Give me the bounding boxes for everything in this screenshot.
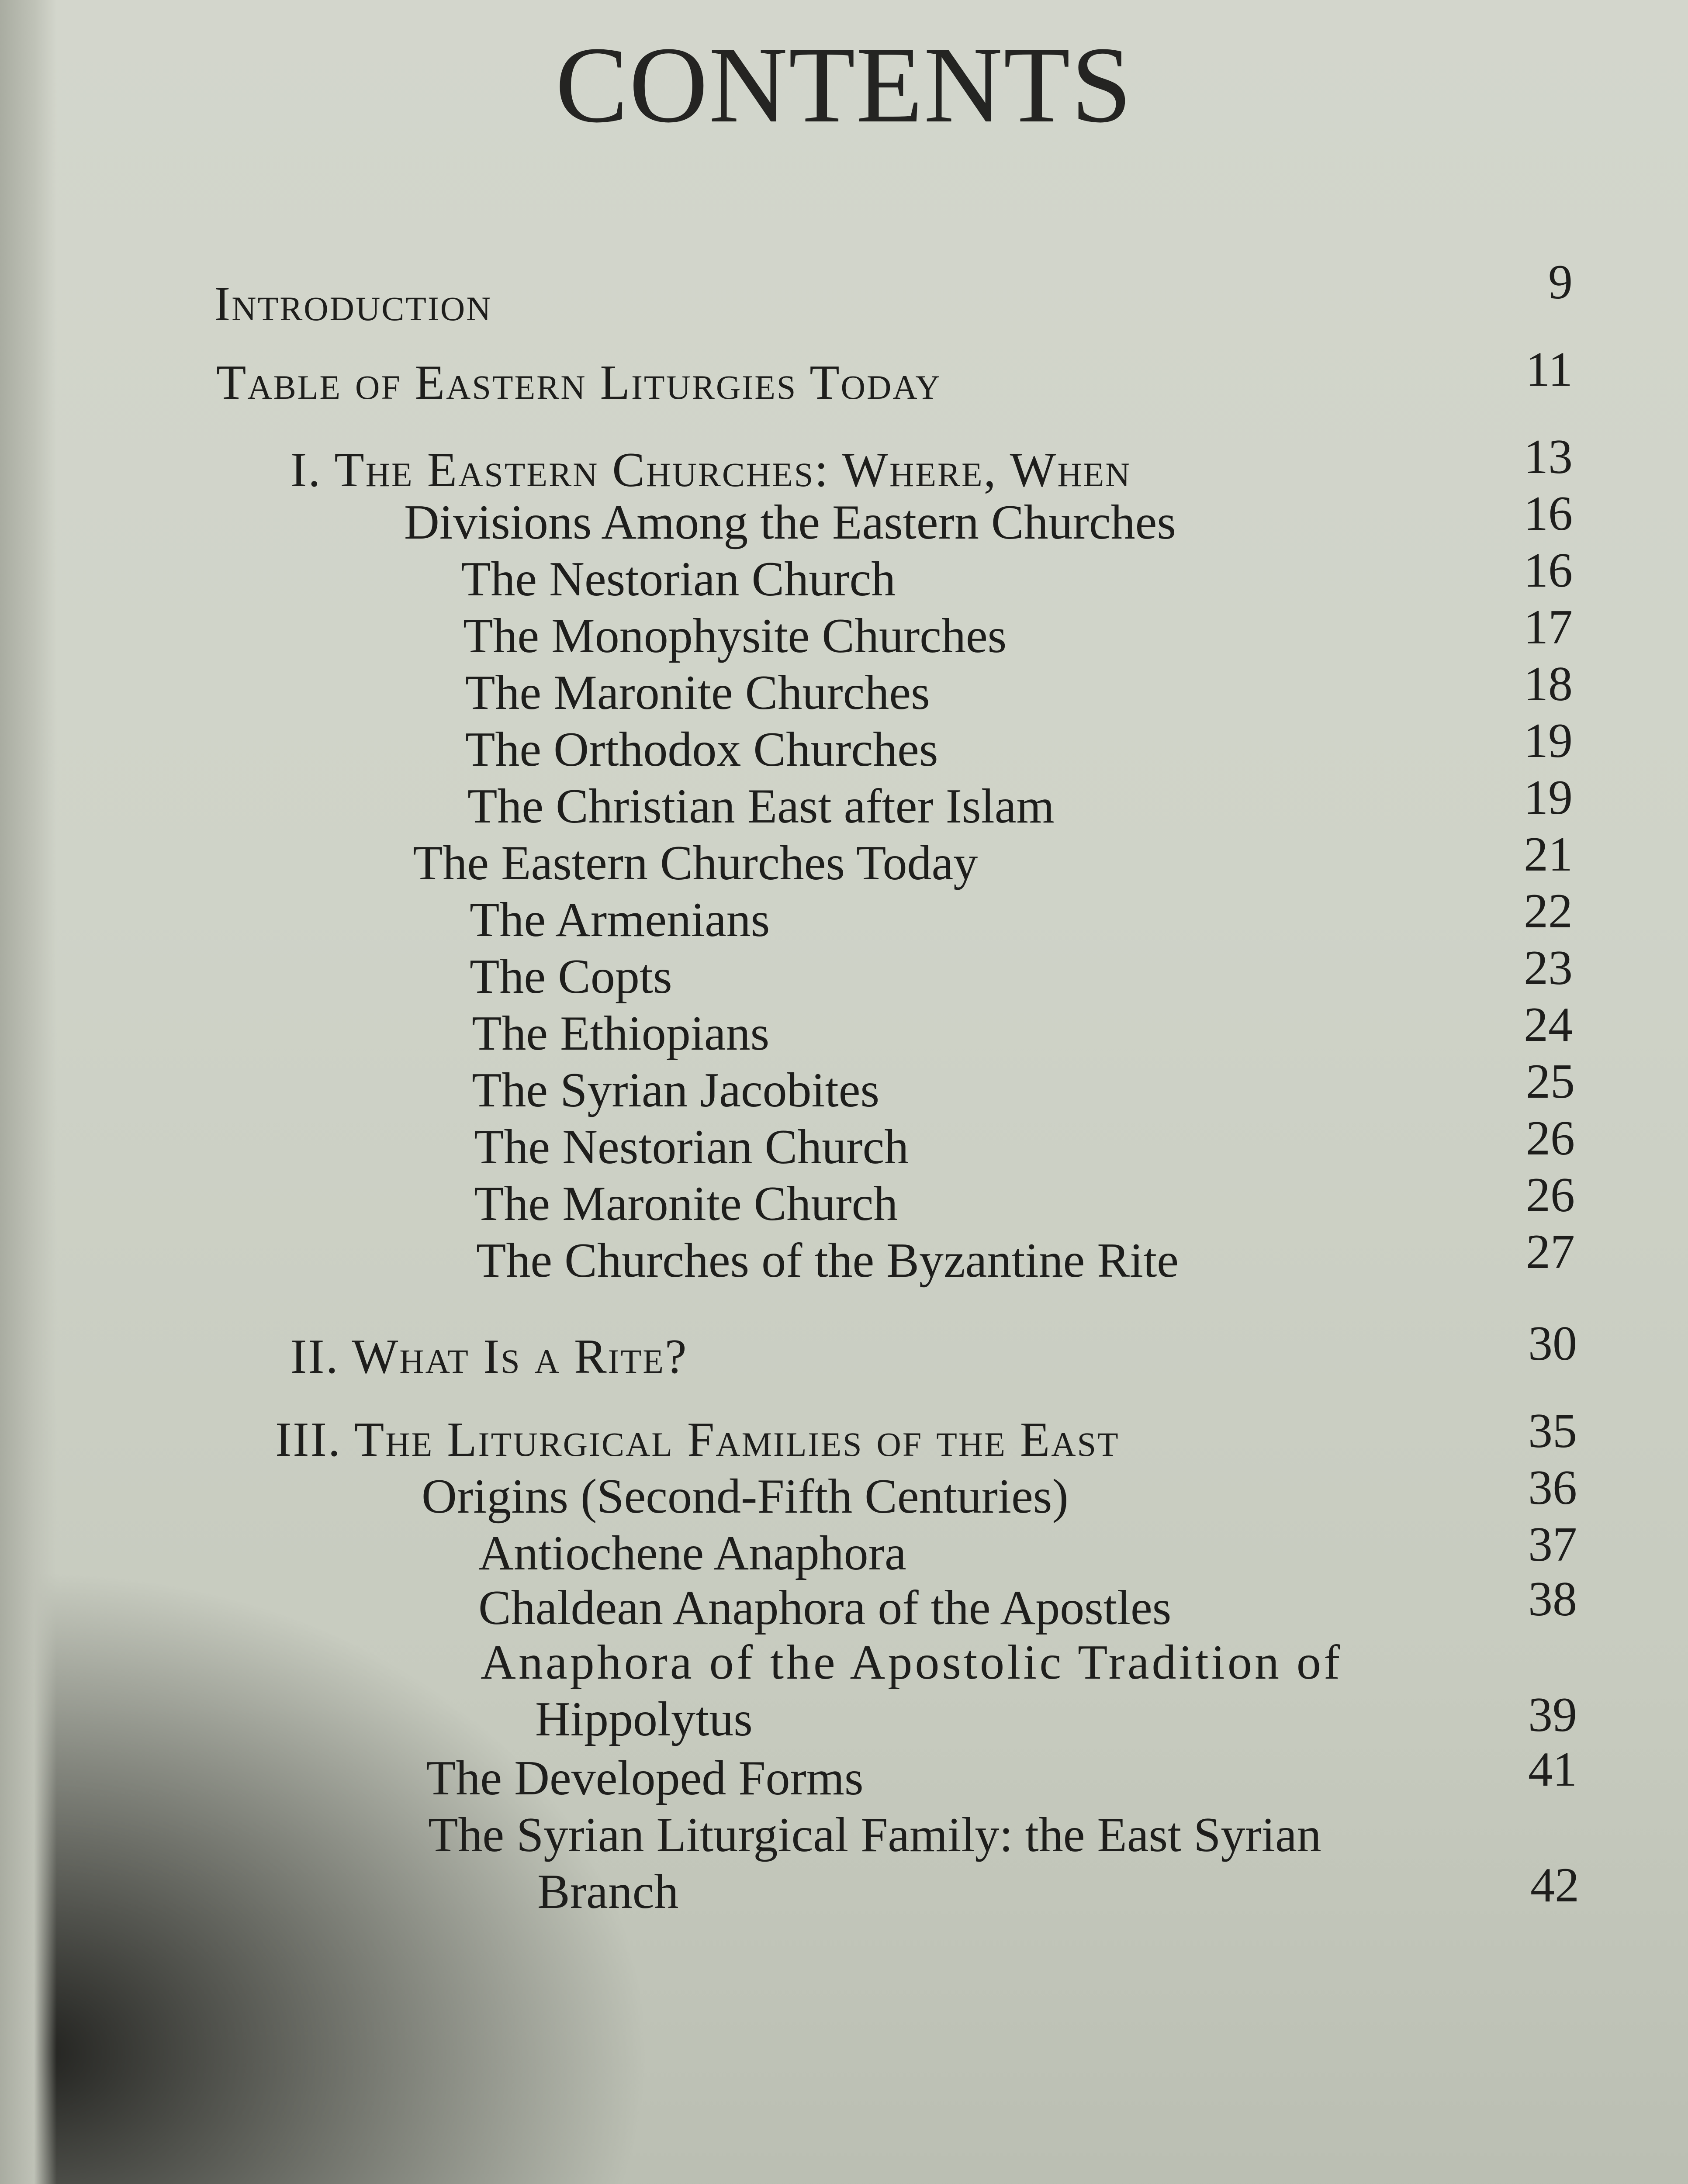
toc-entry-page: 42 xyxy=(1530,1858,1579,1912)
toc-entry-label: Origins (Second-Fifth Centuries) xyxy=(422,1469,1069,1524)
toc-entry-label: The Churches of the Byzantine Rite xyxy=(476,1234,1179,1288)
toc-entry-label: The Monophysite Churches xyxy=(463,609,1007,663)
toc-entry-page: 27 xyxy=(1526,1225,1575,1279)
toc-entry-page: 41 xyxy=(1528,1742,1577,1797)
toc-entry-label: The Developed Forms xyxy=(426,1751,864,1805)
toc-entry-label: III. The Liturgical Families of the East xyxy=(275,1413,1120,1467)
toc-entry-label: The Maronite Churches xyxy=(465,666,930,720)
page-title: CONTENTS xyxy=(555,24,1133,145)
toc-entry-label: Table of Eastern Liturgies Today xyxy=(216,356,941,410)
toc-entry-page: 9 xyxy=(1548,255,1573,309)
toc-entry-page: 24 xyxy=(1524,998,1573,1052)
toc-entry-label: The Armenians xyxy=(470,893,770,947)
toc-entry-label: The Eastern Churches Today xyxy=(413,836,978,890)
toc-entry-page: 26 xyxy=(1526,1168,1575,1222)
toc-entry-label: The Christian East after Islam xyxy=(467,779,1055,833)
toc-entry-page: 23 xyxy=(1524,941,1573,995)
toc-entry-page: 22 xyxy=(1524,884,1573,938)
toc-entry-label: I. The Eastern Churches: Where, When xyxy=(291,443,1131,497)
toc-entry-label: The Ethiopians xyxy=(472,1006,770,1061)
toc-entry-label: Chaldean Anaphora of the Apostles xyxy=(478,1581,1172,1635)
toc-entry-page: 19 xyxy=(1524,714,1573,768)
toc-entry-page: 21 xyxy=(1524,827,1573,881)
toc-entry-page: 39 xyxy=(1528,1688,1577,1742)
toc-entry-label: The Nestorian Church xyxy=(474,1120,909,1174)
toc-entry-page: 17 xyxy=(1524,600,1573,654)
toc-entry-label: The Syrian Jacobites xyxy=(472,1063,880,1117)
toc-entry-page: 25 xyxy=(1526,1054,1575,1109)
toc-entry-page: 35 xyxy=(1528,1404,1577,1458)
toc-entry-page: 26 xyxy=(1526,1111,1575,1165)
toc-entry-page: 16 xyxy=(1524,543,1573,598)
toc-entry-page: 37 xyxy=(1528,1517,1577,1572)
toc-entry-label: II. What Is a Rite? xyxy=(291,1330,688,1384)
toc-entry-label-continued: Hippolytus xyxy=(535,1692,753,1746)
toc-entry-label: Antiochene Anaphora xyxy=(478,1526,906,1580)
toc-entry-label-continued: Branch xyxy=(537,1865,679,1919)
toc-entry-label: The Nestorian Church xyxy=(461,552,896,606)
toc-entry-page: 19 xyxy=(1524,771,1573,825)
toc-entry-page: 30 xyxy=(1528,1317,1577,1371)
toc-entry-page: 13 xyxy=(1524,430,1573,484)
toc-entry-page: 16 xyxy=(1524,487,1573,541)
toc-entry-page: 38 xyxy=(1528,1572,1577,1626)
toc-entry-label: The Maronite Church xyxy=(474,1177,898,1231)
toc-entry-page: 18 xyxy=(1524,657,1573,711)
toc-entry-label: The Copts xyxy=(470,950,672,1004)
toc-entry-label: Introduction xyxy=(214,277,492,331)
toc-entry-label: The Syrian Liturgical Family: the East Syrian xyxy=(428,1808,1321,1862)
toc-entry-page: 11 xyxy=(1525,342,1573,397)
toc-entry-label: Anaphora of the Apostolic Tradition of xyxy=(481,1635,1343,1690)
toc-entry-page: 36 xyxy=(1528,1461,1577,1515)
toc-entry-label: Divisions Among the Eastern Churches xyxy=(404,495,1176,549)
toc-entry-label: The Orthodox Churches xyxy=(465,722,938,777)
